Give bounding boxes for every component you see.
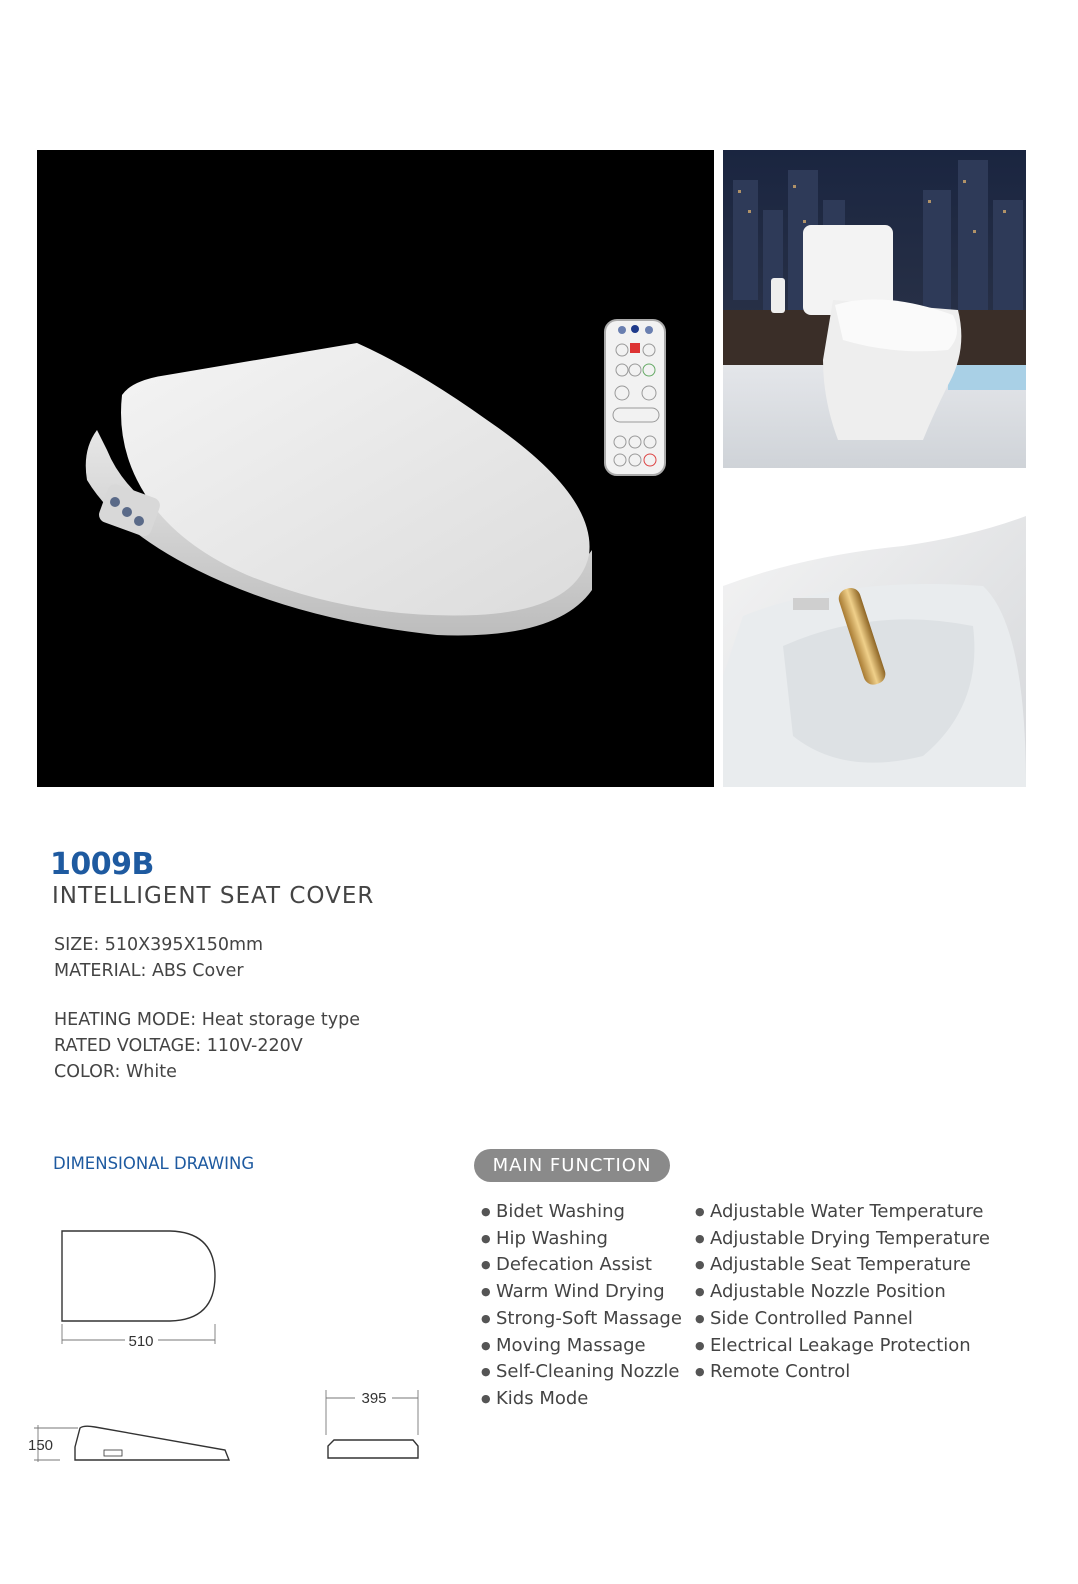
function-item: ● Warm Wind Drying	[481, 1279, 682, 1306]
dimension-width-label: 395	[361, 1390, 387, 1407]
spec-rated-voltage: RATED VOLTAGE: 110V-220V	[54, 1036, 303, 1056]
dimensional-drawing-title: DIMENSIONAL DRAWING	[53, 1154, 255, 1173]
function-item: ● Defecation Assist	[481, 1252, 682, 1279]
dimension-length-label: 510	[128, 1333, 154, 1350]
spec-color: COLOR: White	[54, 1062, 177, 1082]
function-item: ● Adjustable Drying Temperature	[695, 1226, 990, 1253]
remote-control-icon	[605, 320, 665, 475]
product-photo-bathroom	[723, 150, 1026, 468]
dimension-height-label: 150	[28, 1437, 54, 1454]
function-item: ● Side Controlled Pannel	[695, 1306, 990, 1333]
spec-material: MATERIAL: ABS Cover	[54, 961, 244, 981]
function-item: ● Remote Control	[695, 1359, 990, 1386]
function-item: ● Adjustable Water Temperature	[695, 1199, 990, 1226]
spec-list	[54, 932, 360, 1085]
function-item: ● Hip Washing	[481, 1226, 682, 1253]
seat-cover-illustration	[37, 150, 714, 787]
spec-size: SIZE: 510X395X150mm	[54, 935, 264, 955]
function-item: ● Self-Cleaning Nozzle	[481, 1359, 682, 1386]
nozzle-illustration	[723, 476, 1026, 787]
function-item: ● Electrical Leakage Protection	[695, 1333, 990, 1360]
spec-heating-mode: HEATING MODE: Heat storage type	[54, 1010, 360, 1030]
function-item: ● Adjustable Seat Temperature	[695, 1252, 990, 1279]
dimensional-drawing	[0, 1190, 460, 1480]
function-item: ● Moving Massage	[481, 1333, 682, 1360]
function-item: ● Bidet Washing	[481, 1199, 682, 1226]
bathroom-illustration	[723, 150, 1026, 468]
function-item: ● Adjustable Nozzle Position	[695, 1279, 990, 1306]
product-photo-main	[37, 150, 714, 787]
function-list-left	[481, 1199, 682, 1413]
main-function-badge: MAIN FUNCTION	[474, 1149, 670, 1182]
product-name: INTELLIGENT SEAT COVER	[52, 883, 375, 909]
product-photo-nozzle	[723, 476, 1026, 787]
function-item: ● Strong-Soft Massage	[481, 1306, 682, 1333]
model-number: 1009B	[50, 847, 154, 882]
function-item: ● Kids Mode	[481, 1386, 682, 1413]
function-list-right	[695, 1199, 990, 1386]
